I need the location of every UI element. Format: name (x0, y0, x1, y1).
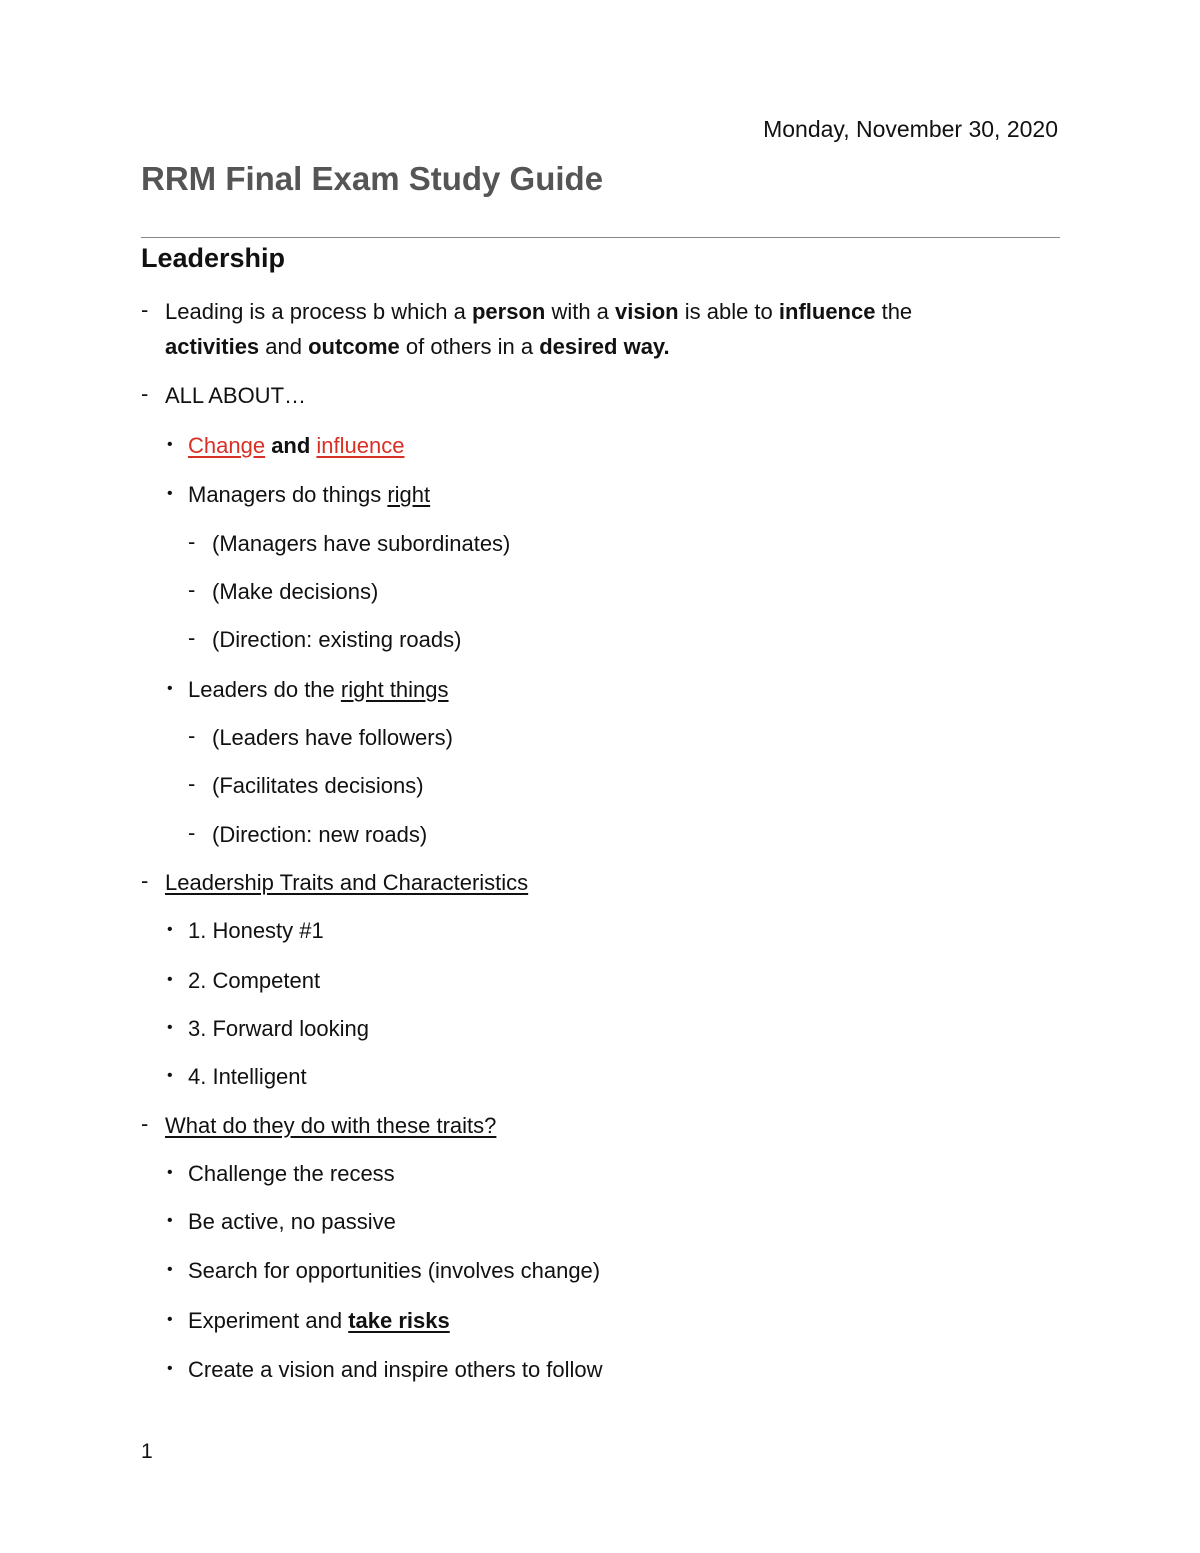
bold-and: and (265, 433, 317, 458)
trait-item: 1. Honesty #1 (188, 918, 324, 943)
text: of others in a (399, 334, 540, 359)
text: Managers do things (188, 482, 388, 507)
all-about-label: ALL ABOUT… (165, 383, 307, 408)
dot-bullet-icon: • (167, 1311, 173, 1328)
dot-bullet-icon: • (167, 485, 173, 502)
change-influence-item (188, 431, 405, 461)
trait-item: 3. Forward looking (188, 1016, 369, 1041)
traits-heading: Leadership Traits and Characteristics (165, 870, 529, 895)
highlight-change: Change (188, 433, 266, 458)
section-heading: Leadership (141, 243, 286, 273)
leaders-item (188, 675, 449, 705)
dot-bullet-icon: • (167, 1212, 173, 1229)
action-item: Search for opportunities (involves change) (188, 1258, 601, 1283)
bold-term: influence (778, 299, 876, 324)
dot-bullet-icon: • (167, 1067, 173, 1084)
dot-bullet-icon: • (167, 921, 173, 938)
title-divider (141, 237, 1060, 238)
actions-heading: What do they do with these traits? (165, 1113, 497, 1138)
trait-item: 4. Intelligent (188, 1064, 307, 1089)
dash-bullet-icon: - (188, 577, 196, 602)
text: with a (545, 299, 616, 324)
bold-underlined-text: take risks (348, 1308, 450, 1333)
dash-bullet-icon: - (141, 1111, 149, 1136)
definition-line-2 (165, 332, 670, 362)
action-item: Create a vision and inspire others to follow (188, 1357, 603, 1382)
text: is able to (678, 299, 779, 324)
dot-bullet-icon: • (167, 436, 173, 453)
document-title: RRM Final Exam Study Guide (141, 160, 604, 197)
underlined-text: right (387, 482, 431, 507)
text: Leading is a process b which a (165, 299, 472, 324)
dash-bullet-icon: - (141, 381, 149, 406)
dash-bullet-icon: - (188, 771, 196, 796)
managers-sub-item: (Direction: existing roads) (212, 627, 462, 652)
highlight-influence: influence (316, 433, 405, 458)
leaders-sub-item: (Facilitates decisions) (212, 773, 424, 798)
managers-item (188, 480, 430, 510)
trait-item: 2. Competent (188, 968, 321, 993)
text: the (875, 299, 913, 324)
action-item: Be active, no passive (188, 1209, 396, 1234)
dot-bullet-icon: • (167, 1360, 173, 1377)
dash-bullet-icon: - (188, 820, 196, 845)
dash-bullet-icon: - (141, 297, 149, 322)
text: and (259, 334, 309, 359)
bold-term: person (471, 299, 546, 324)
leaders-sub-item: (Direction: new roads) (212, 822, 428, 847)
managers-sub-item: (Managers have subordinates) (212, 531, 511, 556)
bold-term: vision (615, 299, 679, 324)
managers-sub-item: (Make decisions) (212, 579, 379, 604)
bold-term: outcome (308, 334, 400, 359)
dash-bullet-icon: - (188, 625, 196, 650)
bold-term: desired way. (539, 334, 670, 359)
dash-bullet-icon: - (188, 723, 196, 748)
action-item: Challenge the recess (188, 1161, 395, 1186)
dot-bullet-icon: • (167, 1019, 173, 1036)
page-number: 1 (141, 1440, 153, 1463)
definition-line-1 (165, 297, 912, 327)
action-item-risks (188, 1306, 450, 1336)
leaders-sub-item: (Leaders have followers) (212, 725, 453, 750)
dash-bullet-icon: - (141, 868, 149, 893)
bold-term: activities (165, 334, 260, 359)
dot-bullet-icon: • (167, 1164, 173, 1181)
text: Experiment and (188, 1308, 349, 1333)
dash-bullet-icon: - (188, 529, 196, 554)
document-date: Monday, November 30, 2020 (763, 116, 1058, 142)
text: Leaders do the (188, 677, 341, 702)
underlined-text: right things (340, 677, 449, 702)
dot-bullet-icon: • (167, 971, 173, 988)
dot-bullet-icon: • (167, 680, 173, 697)
dot-bullet-icon: • (167, 1261, 173, 1278)
